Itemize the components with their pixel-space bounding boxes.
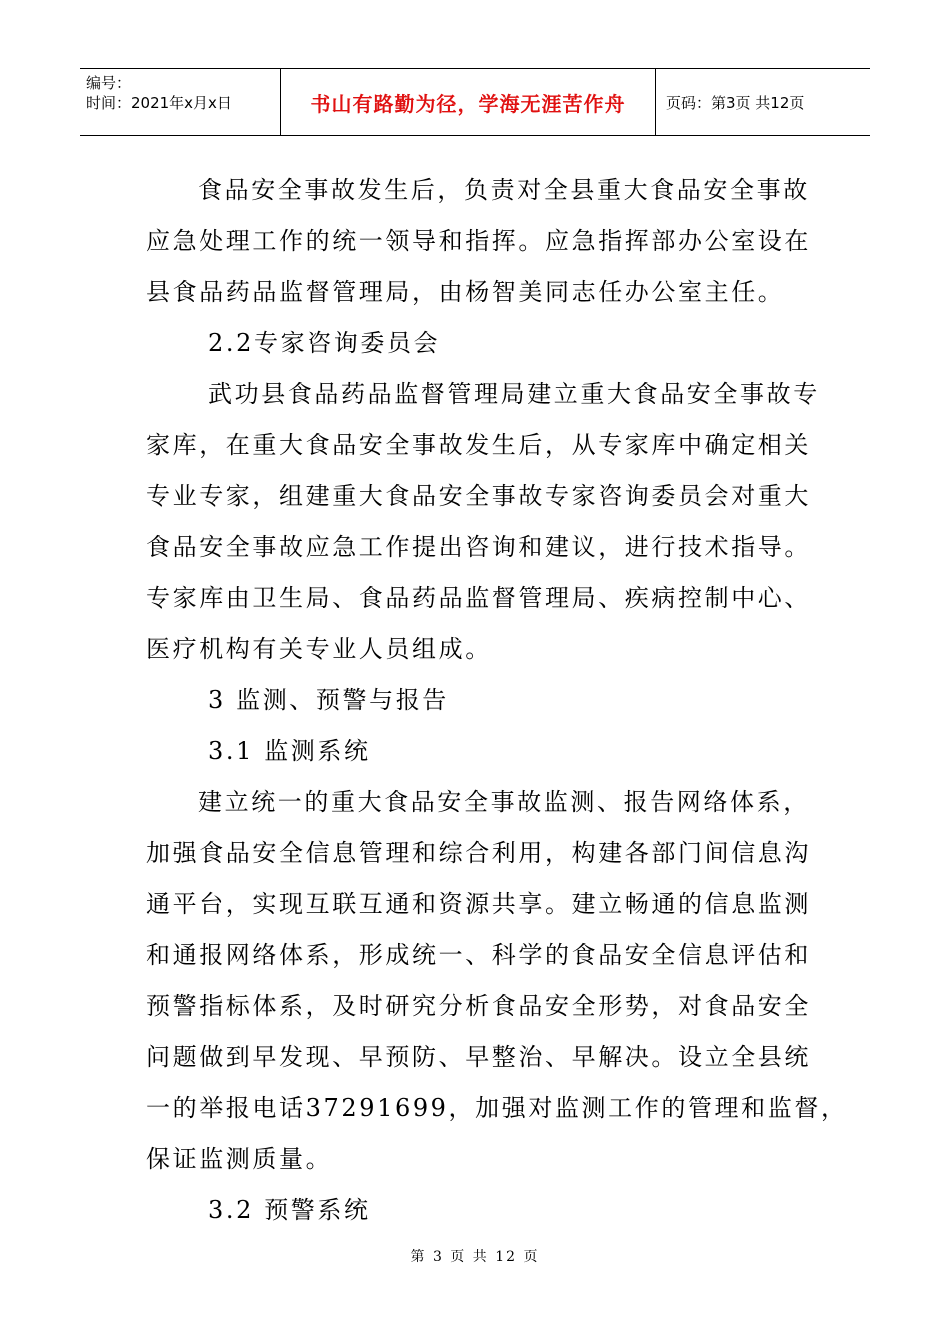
- paragraph-line: 保证监测质量。: [146, 1145, 333, 1173]
- paragraph-line: 食品安全事故应急工作提出咨询和建议，进行技术指导。: [146, 533, 811, 561]
- paragraph-line: 专业专家，组建重大食品安全事故专家咨询委员会对重大: [146, 482, 811, 510]
- section-heading-2-2: 2.2专家咨询委员会: [208, 329, 441, 357]
- page-footer: [0, 1246, 950, 1266]
- document-date: 时间：2021年x月x日: [86, 94, 232, 112]
- paragraph-line: 医疗机构有关专业人员组成。: [146, 635, 492, 663]
- paragraph-line: 专家库由卫生局、食品药品监督管理局、疾病控制中心、: [146, 584, 811, 612]
- paragraph-line: 一的举报电话37291699，加强对监测工作的管理和监督，: [146, 1094, 848, 1122]
- footer-page-number: 第 3 页 共 12 页: [410, 1249, 540, 1265]
- header-page-number: 页码：第3页 共12页: [666, 93, 805, 112]
- section-heading-3: 3 监测、预警与报告: [208, 686, 449, 714]
- paragraph-line: 问题做到早发现、早预防、早整治、早解决。设立全县统: [146, 1043, 811, 1071]
- header-motto: 书山有路勤为径，学海无涯苦作舟: [310, 91, 626, 116]
- header-meta: [80, 69, 280, 135]
- paragraph-line: 和通报网络体系，形成统一、科学的食品安全信息评估和: [146, 941, 811, 969]
- paragraph-line: 应急处理工作的统一领导和指挥。应急指挥部办公室设在: [146, 227, 811, 255]
- paragraph-line: 通平台，实现互联互通和资源共享。建立畅通的信息监测: [146, 890, 811, 918]
- section-heading-3-1: 3.1 监测系统: [208, 737, 371, 765]
- paragraph-line: 加强食品安全信息管理和综合利用，构建各部门间信息沟: [146, 839, 811, 867]
- paragraph-line: 武功县食品药品监督管理局建立重大食品安全事故专: [208, 380, 820, 408]
- paragraph-line: 食品安全事故发生后，负责对全县重大食品安全事故: [198, 176, 810, 204]
- document-number-label: 编号：: [86, 74, 132, 92]
- paragraph-line: 家库，在重大食品安全事故发生后，从专家库中确定相关: [146, 431, 811, 459]
- page-header: [80, 68, 870, 136]
- header-motto-cell: [280, 69, 656, 135]
- header-page-info: [656, 69, 870, 135]
- paragraph-line: 县食品药品监督管理局，由杨智美同志任办公室主任。: [146, 278, 785, 306]
- paragraph-line: 预警指标体系，及时研究分析食品安全形势，对食品安全: [146, 992, 811, 1020]
- paragraph-line: 建立统一的重大食品安全事故监测、报告网络体系，: [198, 788, 810, 816]
- section-heading-3-2: 3.2 预警系统: [208, 1196, 371, 1224]
- document-body: [146, 165, 848, 1236]
